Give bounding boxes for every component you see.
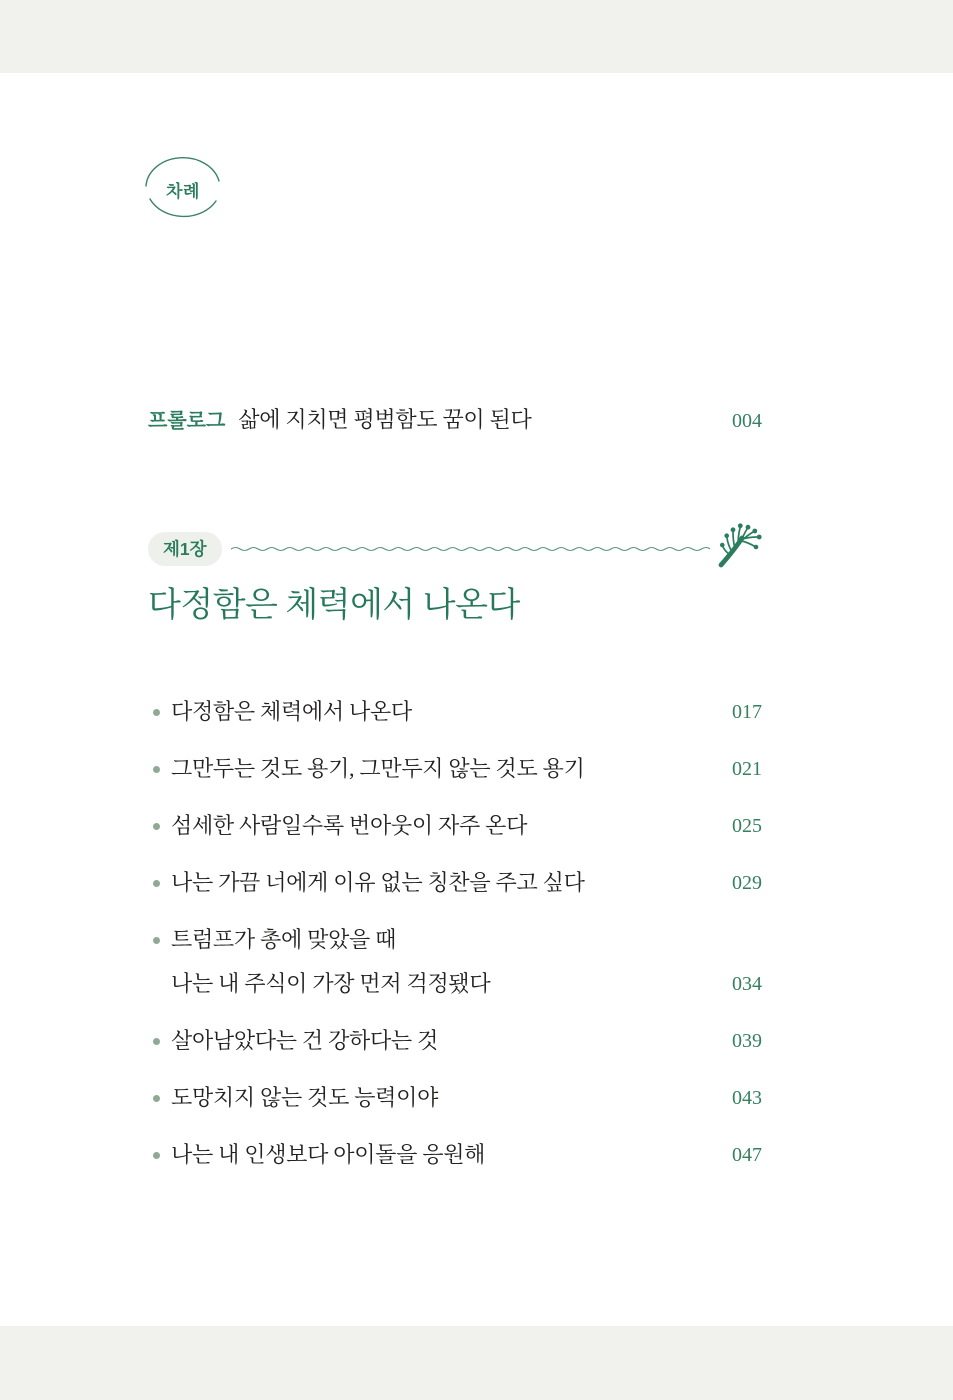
toc-item-lines: [171, 1026, 732, 1056]
sprig-branch-icon: [716, 519, 764, 571]
prologue-row[interactable]: [148, 404, 762, 435]
toc-badge-label: 차례: [166, 181, 200, 201]
toc-entry-main: [148, 925, 732, 999]
toc-entry-main: [148, 811, 732, 841]
toc-entry-row[interactable]: [148, 925, 762, 999]
toc-entry-row[interactable]: [148, 1140, 762, 1170]
toc-item-line: 트럼프가 총에 맞았을 때: [171, 927, 397, 952]
toc-badge: [144, 155, 222, 223]
toc-item-page: 043: [732, 1087, 762, 1109]
prologue-title: 삶에 지치면 평범함도 꿈이 된다: [238, 407, 532, 432]
toc-item-line: 그만두는 것도 용기, 그만두지 않는 것도 용기: [171, 756, 585, 781]
toc-entry-row[interactable]: [148, 1026, 762, 1056]
toc-item-page: 039: [732, 1030, 762, 1052]
toc-item-lines: [171, 811, 732, 841]
toc-item-line: 나는 내 주식이 가장 먼저 걱정됐다: [171, 971, 491, 996]
chapter-label-pill: 제1장: [148, 532, 222, 566]
toc-item-page: 025: [732, 815, 762, 837]
toc-item-lines: [171, 1083, 732, 1113]
toc-item-line: 나는 가끔 너에게 이유 없는 칭찬을 주고 싶다: [171, 870, 585, 895]
toc-item-lines: [171, 754, 732, 784]
toc-entry-main: [148, 1026, 732, 1056]
bullet-dot-icon: [153, 937, 160, 944]
prologue-page-number: 004: [732, 410, 762, 432]
bullet-dot-icon: [153, 880, 160, 887]
wavy-line: [231, 543, 710, 555]
toc-item-lines: [171, 1140, 732, 1170]
toc-entry-main: [148, 1140, 732, 1170]
toc-item-line: 나는 내 인생보다 아이돌을 응원해: [171, 1142, 486, 1167]
prologue-label: 프롤로그: [148, 410, 226, 432]
bullet-dot-icon: [153, 1038, 160, 1045]
toc-item-line: 다정함은 체력에서 나온다: [171, 699, 412, 724]
toc-entry-main: [148, 868, 732, 898]
toc-item-page: 017: [732, 701, 762, 723]
toc-item-lines: [171, 925, 732, 999]
toc-entry-main: [148, 754, 732, 784]
toc-entry-main: [148, 1083, 732, 1113]
toc-entry-row[interactable]: [148, 697, 762, 727]
toc-list: [148, 697, 762, 1197]
chapter-header: [148, 528, 764, 570]
toc-entry-row[interactable]: [148, 754, 762, 784]
chapter-title: 다정함은 체력에서 나온다: [148, 587, 520, 624]
toc-entry-row[interactable]: [148, 811, 762, 841]
bullet-dot-icon: [153, 1095, 160, 1102]
bullet-dot-icon: [153, 823, 160, 830]
toc-item-page: 047: [732, 1144, 762, 1166]
bottom-margin-band: [0, 1326, 953, 1400]
toc-entry-row[interactable]: [148, 1083, 762, 1113]
toc-item-page: 021: [732, 758, 762, 780]
toc-item-lines: [171, 697, 732, 727]
toc-item-page: 034: [732, 973, 762, 995]
toc-entry-row[interactable]: [148, 868, 762, 898]
bullet-dot-icon: [153, 1152, 160, 1159]
wavy-line-path: [231, 548, 710, 551]
toc-item-line: 살아남았다는 건 강하다는 것: [171, 1028, 439, 1053]
bullet-dot-icon: [153, 766, 160, 773]
toc-item-lines: [171, 868, 732, 898]
toc-item-line: 섬세한 사람일수록 번아웃이 자주 온다: [171, 813, 528, 838]
bullet-dot-icon: [153, 709, 160, 716]
toc-entry-main: [148, 697, 732, 727]
toc-item-line: 도망치지 않는 것도 능력이야: [171, 1085, 439, 1110]
top-margin-band: [0, 0, 953, 73]
toc-item-page: 029: [732, 872, 762, 894]
